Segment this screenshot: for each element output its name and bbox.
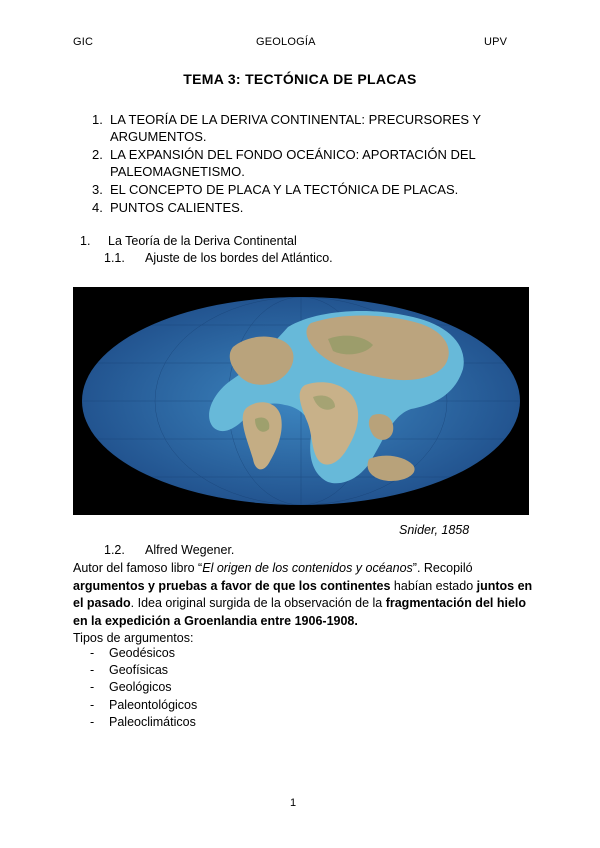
- dash: -: [90, 697, 95, 712]
- section-1-number: 1.: [80, 234, 91, 248]
- paragraph-text: ”. Recopiló: [412, 561, 473, 575]
- dash: -: [90, 680, 95, 695]
- header-left: GIC: [73, 36, 94, 48]
- subsection-1-1-title: Ajuste de los bordes del Atlántico.: [145, 251, 333, 265]
- toc-number: 4.: [92, 200, 103, 215]
- subsection-1-2-title: Alfred Wegener.: [145, 543, 235, 557]
- argument-label: Geofísicas: [109, 663, 169, 678]
- toc-number: 1.: [92, 112, 103, 127]
- subsection-1-1-number: 1.1.: [104, 251, 125, 265]
- argument-label: Geológicos: [109, 680, 172, 695]
- paragraph-bold: fragmentación del hielo en la expedición a Groenlandia entre 1906-1908.: [73, 596, 527, 628]
- pangea-map-svg: [73, 287, 529, 515]
- paragraph-text: Autor del famoso libro “: [73, 561, 203, 575]
- paragraph-bold: argumentos y pruebas a favor de que los continentes: [73, 578, 391, 593]
- argument-label: Paleoclimáticos: [109, 714, 196, 729]
- dash: -: [90, 714, 95, 729]
- page-number: 1: [289, 797, 297, 809]
- argument-label: Paleontológicos: [109, 697, 198, 712]
- toc-text: PUNTOS CALIENTES.: [110, 200, 244, 215]
- toc-text: EL CONCEPTO DE PLACA Y LA TECTÓNICA DE PLACAS.: [110, 182, 459, 197]
- toc-number: 3.: [92, 182, 103, 197]
- paragraph-text: . Idea original surgida de la observación de la: [130, 596, 386, 610]
- dash: -: [90, 663, 95, 678]
- toc-text: LA EXPANSIÓN DEL FONDO OCEÁNICO: APORTACIÓN DEL PALEOMAGNETISMO.: [110, 147, 476, 179]
- header-center: GEOLOGÍA: [256, 36, 316, 48]
- figure-caption: Snider, 1858: [399, 523, 470, 537]
- dash: -: [90, 646, 95, 660]
- toc-number: 2.: [92, 147, 103, 162]
- arguments-intro: Tipos de argumentos:: [73, 631, 194, 645]
- paragraph-text: habían estado: [390, 578, 477, 593]
- paragraph-bold: juntos en el pasado: [73, 578, 533, 610]
- section-1-title: La Teoría de la Deriva Continental: [108, 234, 297, 248]
- toc-text: LA TEORÍA DE LA DERIVA CONTINENTAL: PRECURSORES Y ARGUMENTOS.: [110, 112, 481, 144]
- pangea-map-figure: [73, 287, 529, 515]
- argument-label: Geodésicos: [109, 646, 176, 660]
- header-right: UPV: [484, 36, 508, 48]
- book-title: El origen de los contenidos y océanos: [202, 561, 413, 575]
- page-title: TEMA 3: TECTÓNICA DE PLACAS: [183, 71, 417, 87]
- wegener-paragraph: [73, 560, 533, 648]
- subsection-1-2-number: 1.2.: [104, 543, 125, 557]
